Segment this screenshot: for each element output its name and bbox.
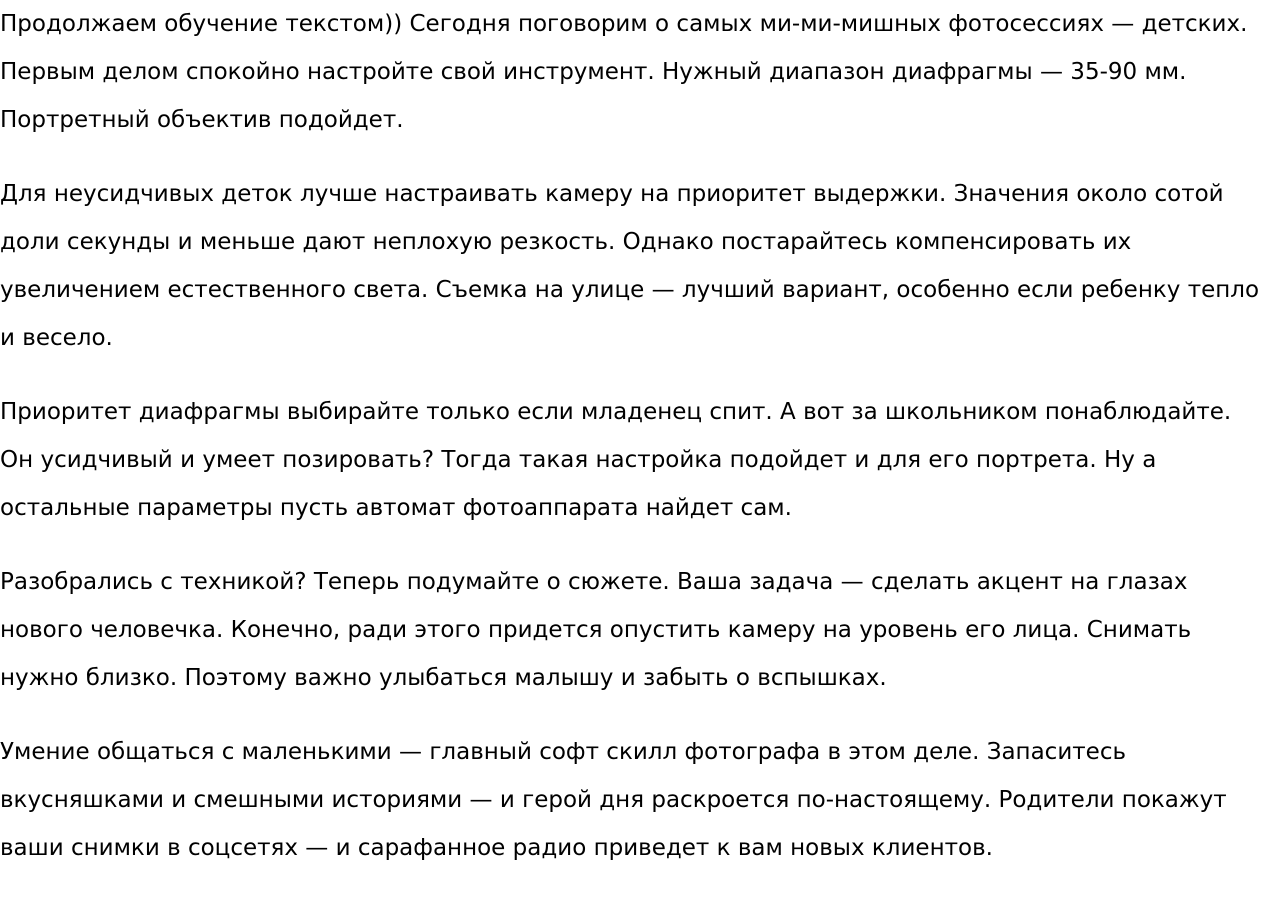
paragraph-aperture-priority: Приоритет диафрагмы выбирайте только если младенец спит. А вот за школьником понаблюдайте. Он усидчивый и умеет позировать? Тогда такая настройка подойдет и для его портрета. Ну а остальные параметры пусть автомат фотоаппарата найдет сам. (0, 399, 1232, 521)
paragraph-composition: Разобрались с техникой? Теперь подумайте о сюжете. Ваша задача — сделать акцент на глазах нового человечка. Конечно, ради этого придется опустить камеру на уровень его лица. Снимать нужно близко. Поэтому важно улыбаться малышу и забыть о вспышках. (0, 569, 1192, 691)
paragraph-shutter-priority: Для неусидчивых деток лучше настраивать камеру на приоритет выдержки. Значения около сотой доли секунды и меньше дают неплохую резкость. Однако постарайтесь компенсировать их увеличением естественного света. Съемка на улице — лучший вариант, особенно если ребенку тепло и весело. (0, 181, 1260, 351)
paragraph-communication: Умение общаться с маленькими — главный софт скилл фотографа в этом деле. Запаситесь вкусняшками и смешными историями — и герой дня раскроется по-настоящему. Родители покажут ваши снимки в соцсетях — и сарафанное радио приведет к вам новых клиентов. (0, 739, 1227, 861)
paragraph-intro: Продолжаем обучение текстом)) Сегодня поговорим о самых ми-ми-мишных фотосессиях — детских. Первым делом спокойно настройте свой инструмент. Нужный диапазон диафрагмы — 35-90 мм. Портретный объектив подойдет. (0, 11, 1248, 133)
